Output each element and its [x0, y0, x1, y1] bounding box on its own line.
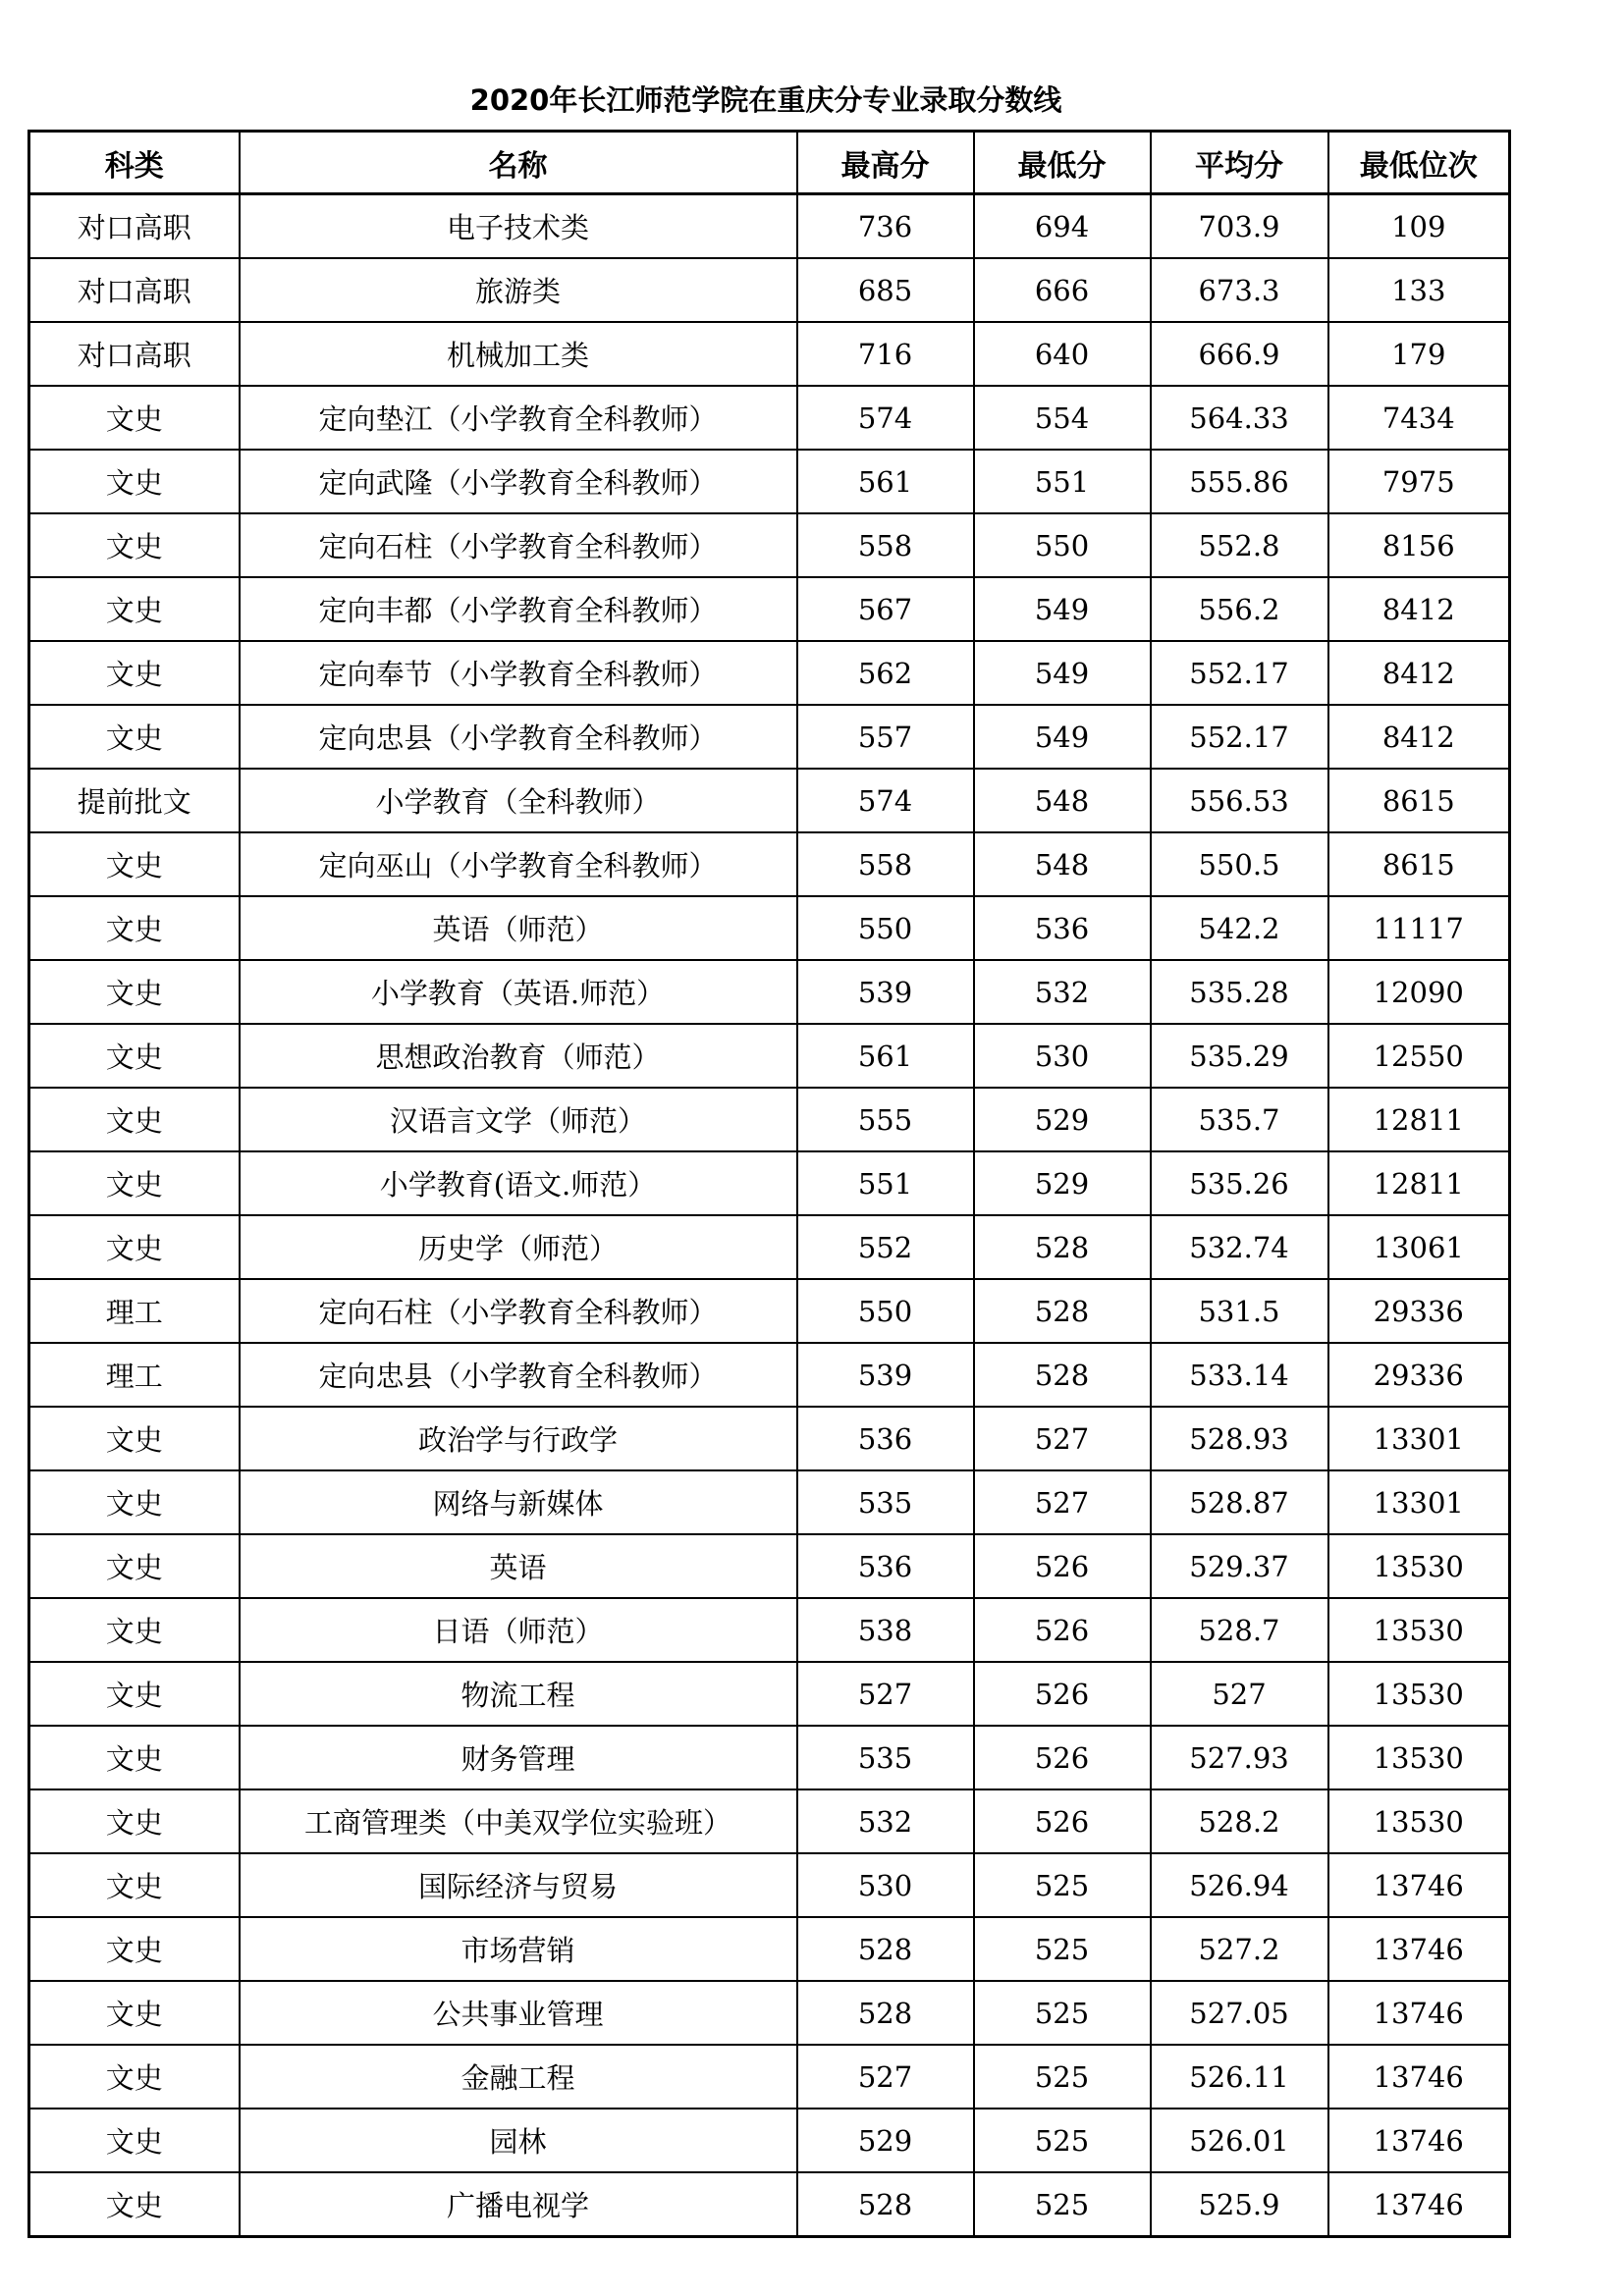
cell-max-score: 535	[797, 1470, 974, 1534]
cell-min-score: 526	[974, 1598, 1151, 1662]
cell-category: 文史	[29, 960, 240, 1024]
cell-avg-score: 528.93	[1151, 1407, 1328, 1470]
cell-max-score: 716	[797, 322, 974, 386]
cell-avg-score: 564.33	[1151, 386, 1328, 450]
cell-name: 机械加工类	[240, 322, 797, 386]
cell-category: 文史	[29, 1215, 240, 1279]
cell-name: 公共事业管理	[240, 1981, 797, 2045]
cell-min-rank: 13301	[1328, 1470, 1510, 1534]
cell-min-rank: 13530	[1328, 1534, 1510, 1598]
cell-min-score: 536	[974, 896, 1151, 960]
header-max-score: 最高分	[797, 132, 974, 194]
cell-min-score: 525	[974, 1981, 1151, 2045]
cell-max-score: 551	[797, 1151, 974, 1215]
cell-max-score: 528	[797, 1981, 974, 2045]
cell-category: 对口高职	[29, 258, 240, 322]
table-row	[29, 1024, 1510, 1088]
cell-avg-score: 552.17	[1151, 705, 1328, 769]
cell-category: 文史	[29, 1024, 240, 1088]
cell-avg-score: 528.7	[1151, 1598, 1328, 1662]
cell-min-rank: 13746	[1328, 2172, 1510, 2237]
cell-min-score: 526	[974, 1726, 1151, 1789]
cell-name: 电子技术类	[240, 194, 797, 259]
cell-min-score: 529	[974, 1088, 1151, 1151]
cell-avg-score: 526.01	[1151, 2109, 1328, 2172]
cell-max-score: 558	[797, 832, 974, 896]
table-row	[29, 1853, 1510, 1917]
cell-avg-score: 552.8	[1151, 513, 1328, 577]
cell-category: 文史	[29, 1789, 240, 1853]
table-row	[29, 1726, 1510, 1789]
cell-avg-score: 527.05	[1151, 1981, 1328, 2045]
cell-min-rank: 13746	[1328, 1853, 1510, 1917]
cell-min-score: 549	[974, 577, 1151, 641]
table-row	[29, 1279, 1510, 1343]
cell-name: 广播电视学	[240, 2172, 797, 2237]
cell-name: 定向奉节（小学教育全科教师）	[240, 641, 797, 705]
cell-min-rank: 8156	[1328, 513, 1510, 577]
cell-category: 对口高职	[29, 194, 240, 259]
cell-avg-score: 542.2	[1151, 896, 1328, 960]
cell-avg-score: 556.53	[1151, 769, 1328, 832]
cell-max-score: 535	[797, 1726, 974, 1789]
cell-avg-score: 552.17	[1151, 641, 1328, 705]
table-row	[29, 1598, 1510, 1662]
cell-max-score: 574	[797, 386, 974, 450]
table-row	[29, 322, 1510, 386]
table-row	[29, 769, 1510, 832]
cell-avg-score: 527.2	[1151, 1917, 1328, 1981]
cell-category: 文史	[29, 1534, 240, 1598]
cell-avg-score: 535.28	[1151, 960, 1328, 1024]
cell-min-rank: 12811	[1328, 1151, 1510, 1215]
table-header-row	[29, 132, 1510, 194]
cell-avg-score: 555.86	[1151, 450, 1328, 513]
table-row	[29, 896, 1510, 960]
cell-min-rank: 11117	[1328, 896, 1510, 960]
cell-max-score: 561	[797, 1024, 974, 1088]
cell-min-rank: 7975	[1328, 450, 1510, 513]
header-min-rank: 最低位次	[1328, 132, 1510, 194]
cell-name: 英语（师范）	[240, 896, 797, 960]
cell-name: 工商管理类（中美双学位实验班）	[240, 1789, 797, 1853]
cell-max-score: 527	[797, 2045, 974, 2109]
cell-avg-score: 526.94	[1151, 1853, 1328, 1917]
cell-min-score: 525	[974, 2045, 1151, 2109]
table-row	[29, 1215, 1510, 1279]
cell-category: 文史	[29, 896, 240, 960]
cell-max-score: 736	[797, 194, 974, 259]
cell-category: 文史	[29, 1088, 240, 1151]
cell-category: 理工	[29, 1279, 240, 1343]
table-row	[29, 960, 1510, 1024]
cell-min-score: 548	[974, 832, 1151, 896]
cell-category: 文史	[29, 1981, 240, 2045]
cell-min-rank: 13061	[1328, 1215, 1510, 1279]
cell-min-rank: 29336	[1328, 1343, 1510, 1407]
table-row	[29, 705, 1510, 769]
cell-max-score: 536	[797, 1407, 974, 1470]
cell-min-score: 554	[974, 386, 1151, 450]
cell-category: 文史	[29, 1598, 240, 1662]
cell-min-rank: 13746	[1328, 1981, 1510, 2045]
cell-name: 定向垫江（小学教育全科教师）	[240, 386, 797, 450]
table-row	[29, 258, 1510, 322]
header-name: 名称	[240, 132, 797, 194]
cell-category: 文史	[29, 641, 240, 705]
cell-min-score: 694	[974, 194, 1151, 259]
cell-min-score: 526	[974, 1534, 1151, 1598]
cell-avg-score: 531.5	[1151, 1279, 1328, 1343]
cell-max-score: 685	[797, 258, 974, 322]
cell-max-score: 557	[797, 705, 974, 769]
cell-name: 旅游类	[240, 258, 797, 322]
cell-category: 文史	[29, 1853, 240, 1917]
cell-avg-score: 666.9	[1151, 322, 1328, 386]
cell-name: 英语	[240, 1534, 797, 1598]
cell-max-score: 558	[797, 513, 974, 577]
cell-max-score: 561	[797, 450, 974, 513]
cell-min-score: 528	[974, 1279, 1151, 1343]
cell-avg-score: 526.11	[1151, 2045, 1328, 2109]
table-row	[29, 641, 1510, 705]
cell-category: 文史	[29, 1726, 240, 1789]
cell-category: 文史	[29, 577, 240, 641]
header-min-score: 最低分	[974, 132, 1151, 194]
cell-min-score: 527	[974, 1470, 1151, 1534]
table-row	[29, 1088, 1510, 1151]
cell-name: 定向忠县（小学教育全科教师）	[240, 1343, 797, 1407]
cell-category: 理工	[29, 1343, 240, 1407]
table-row	[29, 1534, 1510, 1598]
cell-category: 文史	[29, 1151, 240, 1215]
cell-name: 定向石柱（小学教育全科教师）	[240, 513, 797, 577]
cell-max-score: 532	[797, 1789, 974, 1853]
cell-min-score: 530	[974, 1024, 1151, 1088]
table-row	[29, 1917, 1510, 1981]
cell-max-score: 530	[797, 1853, 974, 1917]
cell-name: 金融工程	[240, 2045, 797, 2109]
cell-avg-score: 673.3	[1151, 258, 1328, 322]
cell-max-score: 562	[797, 641, 974, 705]
table-row	[29, 513, 1510, 577]
cell-avg-score: 535.29	[1151, 1024, 1328, 1088]
cell-max-score: 527	[797, 1662, 974, 1726]
table-row	[29, 194, 1510, 259]
cell-name: 网络与新媒体	[240, 1470, 797, 1534]
cell-name: 小学教育（英语.师范）	[240, 960, 797, 1024]
cell-min-rank: 12550	[1328, 1024, 1510, 1088]
cell-name: 财务管理	[240, 1726, 797, 1789]
table-row	[29, 450, 1510, 513]
cell-avg-score: 533.14	[1151, 1343, 1328, 1407]
table-row	[29, 1407, 1510, 1470]
cell-min-score: 549	[974, 705, 1151, 769]
cell-category: 文史	[29, 1917, 240, 1981]
cell-category: 文史	[29, 832, 240, 896]
cell-min-rank: 179	[1328, 322, 1510, 386]
cell-avg-score: 535.7	[1151, 1088, 1328, 1151]
cell-category: 提前批文	[29, 769, 240, 832]
cell-name: 定向武隆（小学教育全科教师）	[240, 450, 797, 513]
cell-avg-score: 529.37	[1151, 1534, 1328, 1598]
cell-min-score: 527	[974, 1407, 1151, 1470]
cell-name: 国际经济与贸易	[240, 1853, 797, 1917]
cell-category: 文史	[29, 2109, 240, 2172]
cell-max-score: 552	[797, 1215, 974, 1279]
admission-score-table	[27, 130, 1511, 2238]
cell-min-rank: 8615	[1328, 832, 1510, 896]
cell-min-rank: 12090	[1328, 960, 1510, 1024]
cell-category: 文史	[29, 513, 240, 577]
table-row	[29, 2172, 1510, 2237]
table-row	[29, 1343, 1510, 1407]
cell-min-rank: 13746	[1328, 1917, 1510, 1981]
cell-min-rank: 13530	[1328, 1726, 1510, 1789]
page-title: 2020年长江师范学院在重庆分专业录取分数线	[469, 83, 1062, 117]
cell-avg-score: 535.26	[1151, 1151, 1328, 1215]
cell-max-score: 538	[797, 1598, 974, 1662]
table-row	[29, 1789, 1510, 1853]
cell-max-score: 528	[797, 2172, 974, 2237]
cell-min-rank: 109	[1328, 194, 1510, 259]
cell-avg-score: 528.2	[1151, 1789, 1328, 1853]
table-row	[29, 1151, 1510, 1215]
cell-category: 文史	[29, 450, 240, 513]
cell-min-rank: 7434	[1328, 386, 1510, 450]
cell-min-rank: 13530	[1328, 1789, 1510, 1853]
cell-name: 定向巫山（小学教育全科教师）	[240, 832, 797, 896]
cell-min-score: 525	[974, 2172, 1151, 2237]
cell-min-rank: 13530	[1328, 1598, 1510, 1662]
cell-min-score: 532	[974, 960, 1151, 1024]
cell-name: 汉语言文学（师范）	[240, 1088, 797, 1151]
cell-min-rank: 8412	[1328, 641, 1510, 705]
table-row	[29, 2109, 1510, 2172]
cell-avg-score: 525.9	[1151, 2172, 1328, 2237]
cell-name: 定向丰都（小学教育全科教师）	[240, 577, 797, 641]
table-row	[29, 386, 1510, 450]
cell-max-score: 555	[797, 1088, 974, 1151]
cell-category: 文史	[29, 2172, 240, 2237]
table-row	[29, 2045, 1510, 2109]
cell-min-rank: 8412	[1328, 577, 1510, 641]
header-category: 科类	[29, 132, 240, 194]
cell-name: 定向忠县（小学教育全科教师）	[240, 705, 797, 769]
cell-min-score: 528	[974, 1343, 1151, 1407]
cell-category: 文史	[29, 1407, 240, 1470]
cell-category: 文史	[29, 2045, 240, 2109]
cell-min-score: 528	[974, 1215, 1151, 1279]
cell-min-score: 550	[974, 513, 1151, 577]
cell-max-score: 539	[797, 1343, 974, 1407]
cell-avg-score: 527.93	[1151, 1726, 1328, 1789]
cell-name: 市场营销	[240, 1917, 797, 1981]
cell-category: 文史	[29, 1470, 240, 1534]
cell-name: 日语（师范）	[240, 1598, 797, 1662]
cell-min-score: 525	[974, 2109, 1151, 2172]
table-row	[29, 1981, 1510, 2045]
table-row	[29, 1662, 1510, 1726]
header-avg-score: 平均分	[1151, 132, 1328, 194]
cell-category: 文史	[29, 386, 240, 450]
cell-min-score: 551	[974, 450, 1151, 513]
cell-min-rank: 133	[1328, 258, 1510, 322]
cell-name: 政治学与行政学	[240, 1407, 797, 1470]
table-row	[29, 1470, 1510, 1534]
cell-name: 历史学（师范）	[240, 1215, 797, 1279]
cell-min-score: 525	[974, 1917, 1151, 1981]
cell-avg-score: 550.5	[1151, 832, 1328, 896]
cell-max-score: 528	[797, 1917, 974, 1981]
cell-min-score: 549	[974, 641, 1151, 705]
cell-category: 文史	[29, 1662, 240, 1726]
cell-min-rank: 29336	[1328, 1279, 1510, 1343]
cell-max-score: 567	[797, 577, 974, 641]
cell-min-rank: 13746	[1328, 2109, 1510, 2172]
cell-max-score: 550	[797, 896, 974, 960]
cell-min-score: 548	[974, 769, 1151, 832]
cell-min-score: 529	[974, 1151, 1151, 1215]
cell-avg-score: 527	[1151, 1662, 1328, 1726]
cell-avg-score: 556.2	[1151, 577, 1328, 641]
table-row	[29, 832, 1510, 896]
cell-max-score: 574	[797, 769, 974, 832]
cell-min-rank: 13530	[1328, 1662, 1510, 1726]
cell-avg-score: 532.74	[1151, 1215, 1328, 1279]
cell-avg-score: 703.9	[1151, 194, 1328, 259]
cell-name: 小学教育(语文.师范）	[240, 1151, 797, 1215]
cell-min-score: 666	[974, 258, 1151, 322]
cell-max-score: 536	[797, 1534, 974, 1598]
cell-max-score: 539	[797, 960, 974, 1024]
cell-name: 园林	[240, 2109, 797, 2172]
cell-avg-score: 528.87	[1151, 1470, 1328, 1534]
cell-category: 文史	[29, 705, 240, 769]
cell-max-score: 529	[797, 2109, 974, 2172]
cell-name: 小学教育（全科教师）	[240, 769, 797, 832]
cell-min-rank: 13746	[1328, 2045, 1510, 2109]
cell-name: 定向石柱（小学教育全科教师）	[240, 1279, 797, 1343]
table-row	[29, 577, 1510, 641]
cell-min-rank: 8412	[1328, 705, 1510, 769]
cell-category: 对口高职	[29, 322, 240, 386]
cell-min-rank: 12811	[1328, 1088, 1510, 1151]
cell-min-score: 526	[974, 1662, 1151, 1726]
cell-name: 思想政治教育（师范）	[240, 1024, 797, 1088]
cell-name: 物流工程	[240, 1662, 797, 1726]
cell-min-rank: 13301	[1328, 1407, 1510, 1470]
cell-min-rank: 8615	[1328, 769, 1510, 832]
cell-max-score: 550	[797, 1279, 974, 1343]
cell-min-score: 525	[974, 1853, 1151, 1917]
cell-min-score: 526	[974, 1789, 1151, 1853]
cell-min-score: 640	[974, 322, 1151, 386]
